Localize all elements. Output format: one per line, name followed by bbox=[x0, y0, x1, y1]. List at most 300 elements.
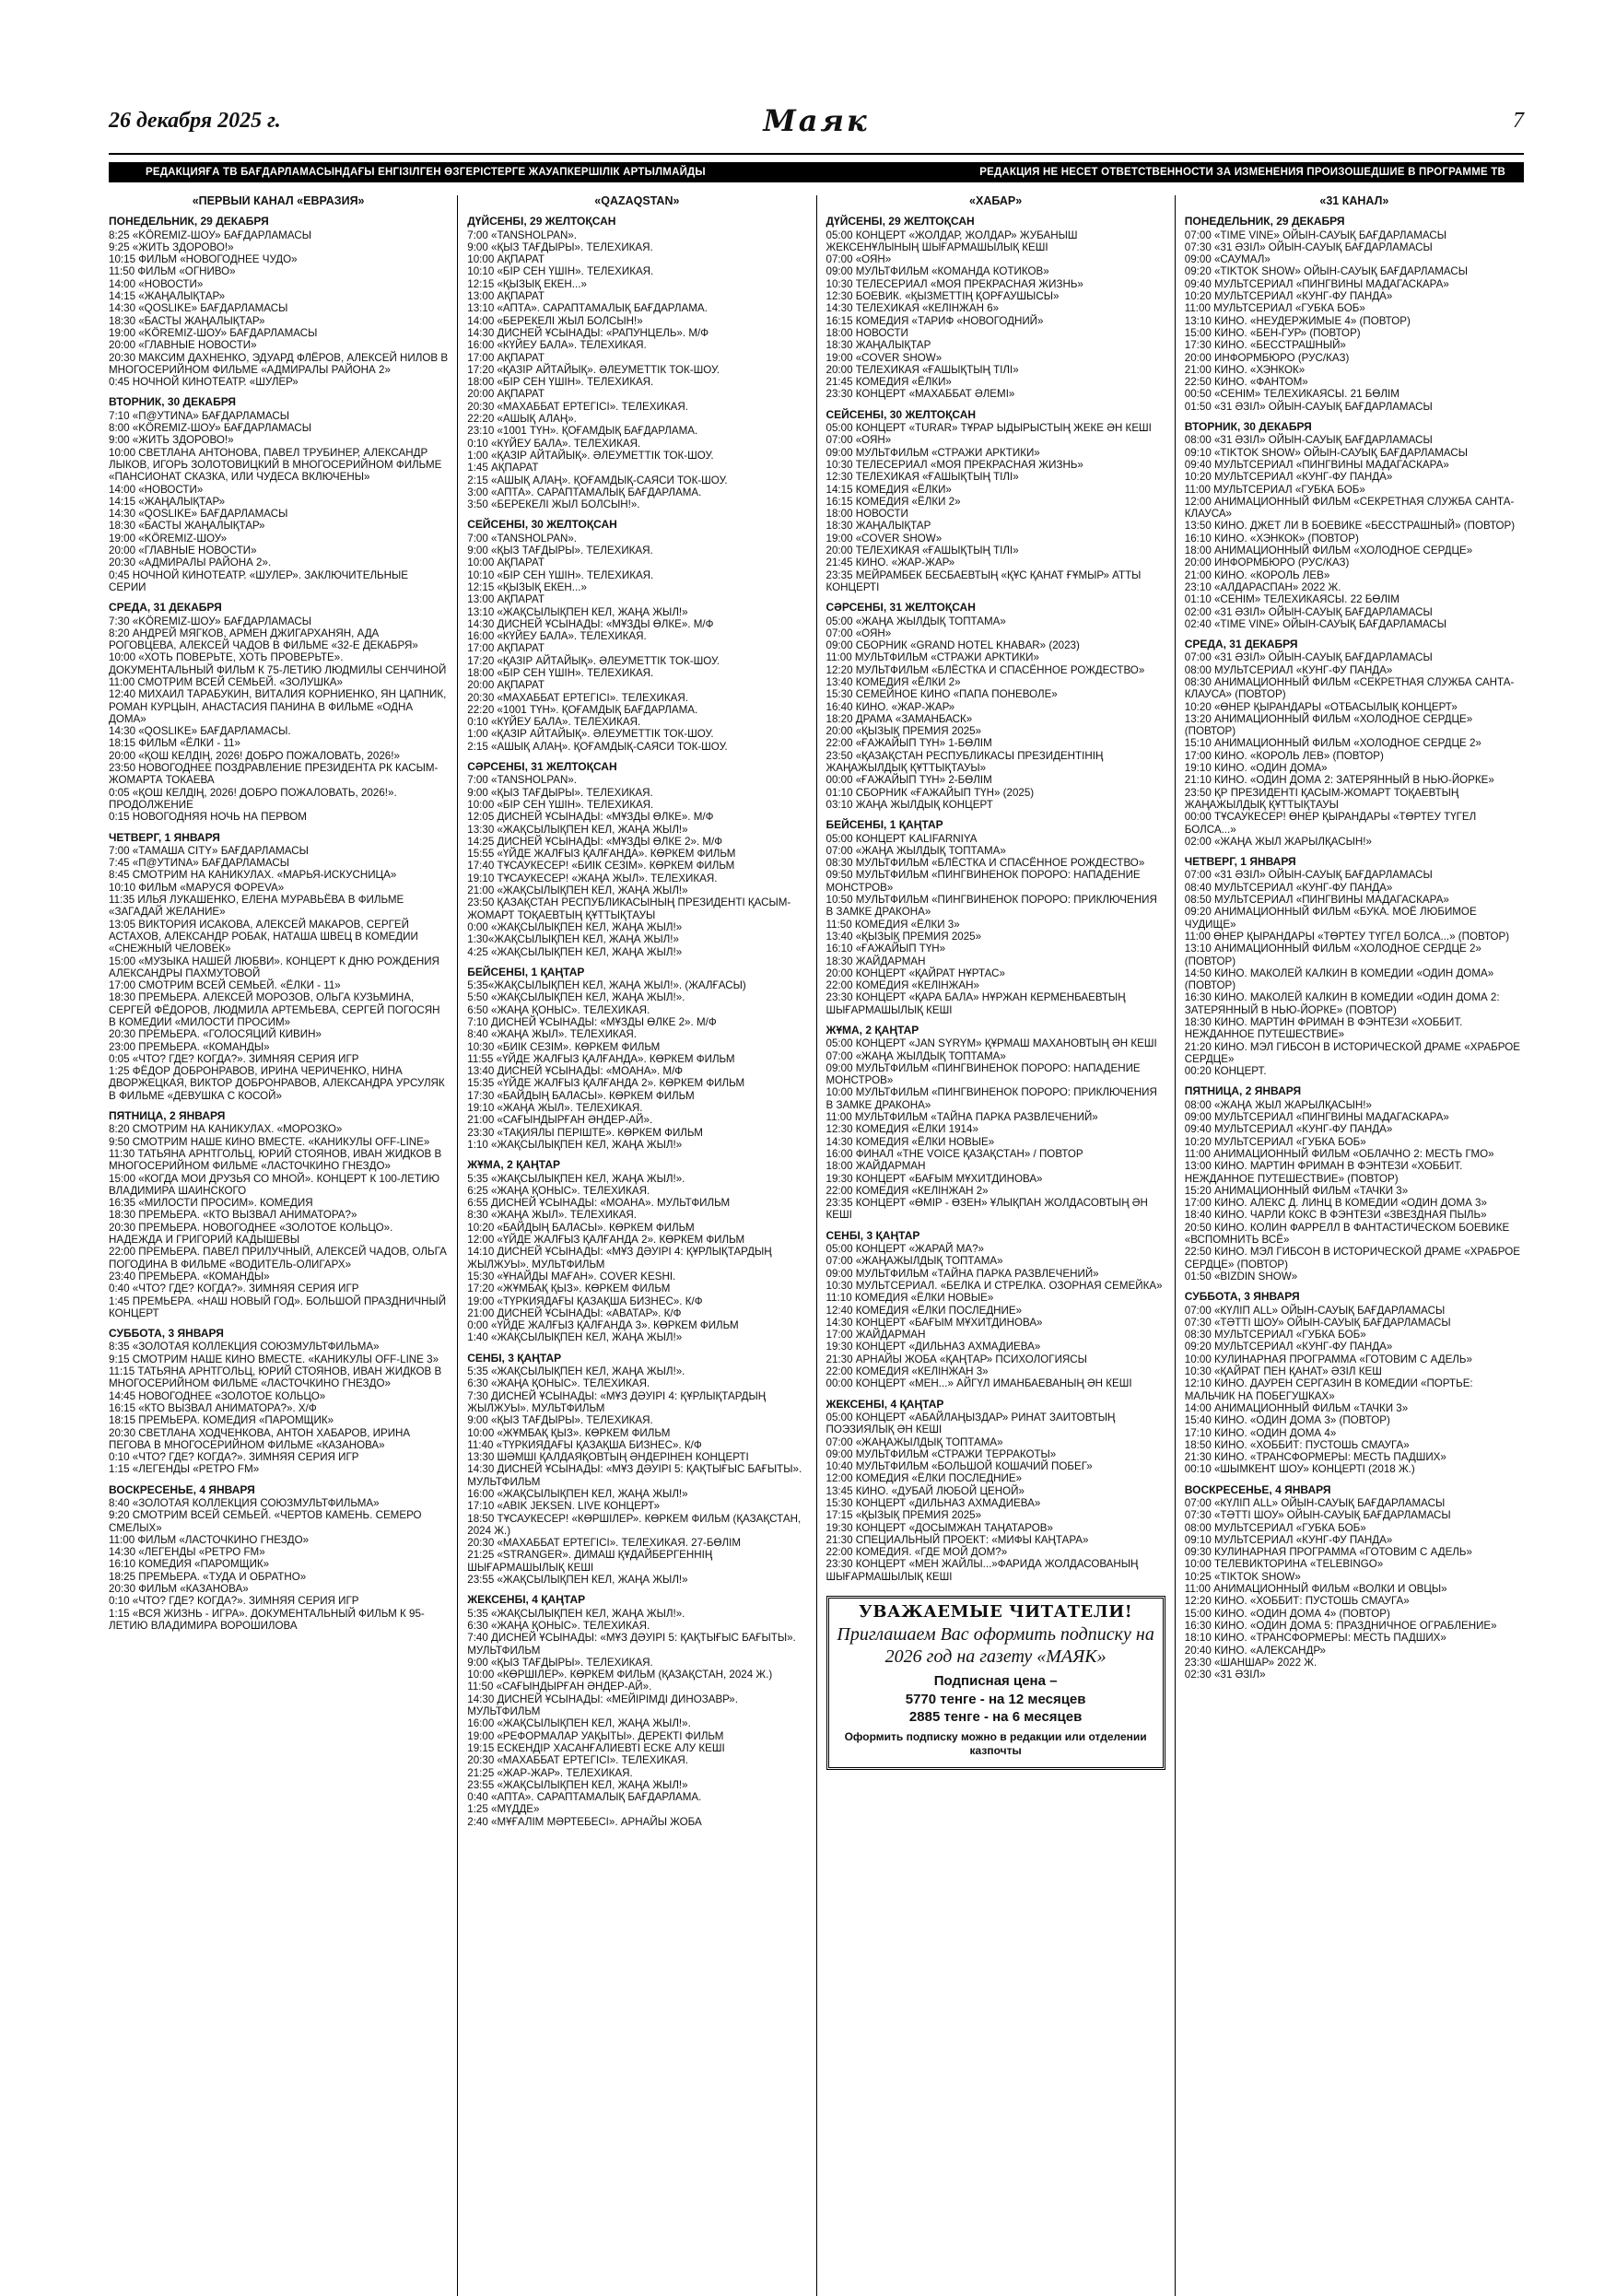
program-listing: 18:40 КИНО. ЧАРЛИ КОКС В ФЭНТЕЗИ «ЗВЕЗДНАЯ ПЫЛЬ» bbox=[1184, 1209, 1487, 1222]
program-listing: 20:00 ТЕЛЕХИКАЯ «ҒАШЫҚТЫҢ ТІЛІ» bbox=[826, 363, 1019, 376]
program-listing: 09:00 МУЛЬТФИЛЬМ «ПИНГВИНЕНОК ПОРОРО: НАПАДЕНИЕ МОНСТРОВ» bbox=[826, 1061, 1141, 1087]
program-listing: 18:00 ЖАЙДАРМАН bbox=[826, 1160, 926, 1173]
subscription-price-6: 2885 тенге - на 6 месяцев bbox=[908, 1708, 1083, 1725]
program-listing: 1:40 «ЖАҚСЫЛЫҚПЕН КЕЛ, ЖАҢА ЖЫЛ!» bbox=[467, 1331, 683, 1344]
program-listing: 10:00 АҚПАРАТ bbox=[467, 253, 545, 266]
program-listing: 15:30 «ҰНАЙДЫ МАҒАН». COVER KESHI. bbox=[467, 1270, 676, 1283]
program-listing: 7:00 «TANSHOLPAN». bbox=[467, 532, 578, 545]
program-listing: 11:10 КОМЕДИЯ «ЁЛКИ НОВЫЕ» bbox=[826, 1292, 994, 1305]
program-listing: 2:40 «МҰҒАЛІМ МӘРТЕБЕСІ». АРНАЙЫ ЖОБА bbox=[467, 1815, 702, 1828]
program-listing: 20:00 ИНФОРМБЮРО (РУС/КАЗ) bbox=[1184, 351, 1350, 364]
program-listing: 14:30 ТЕЛЕХИКАЯ «КЕЛІНЖАН 6» bbox=[826, 302, 1000, 315]
program-listing: 18:00 НОВОСТИ bbox=[826, 326, 908, 339]
program-listing: 23:00 ПРЕМЬЕРА. «КОМАНДЫ» bbox=[109, 1040, 270, 1053]
program-listing: 19:15 ЕСКЕНДІР ХАСАНҒАЛИЕВТІ ЕСКЕ АЛУ КЕШІ bbox=[467, 1741, 725, 1754]
program-listing: 14:30 КОМЕДИЯ «ЁЛКИ НОВЫЕ» bbox=[826, 1135, 995, 1148]
program-listing: 07:00 «КҮЛІП ALL» ОЙЫН-САУЫҚ БАҒДАРЛАМАСЫ bbox=[1184, 1304, 1446, 1317]
program-listing: 10:20 «БАЙДЫҢ БАЛАСЫ». КӨРКЕМ ФИЛЬМ bbox=[467, 1221, 695, 1234]
day-schedule bbox=[109, 396, 448, 593]
program-listing: 19:10 ТҰСАУКЕСЕР! «ЖАҢА ЖЫЛ». ТЕЛЕХИКАЯ. bbox=[467, 872, 718, 884]
program-listing: 17:00 АҚПАРАТ bbox=[467, 642, 545, 655]
program-listing: 8:20 АНДРЕЙ МЯГКОВ, АРМЕН ДЖИГАРХАНЯН, АДА РОГОВЦЕВА, АЛЕКСЕЙ ЧАДОВ В ФИЛЬМЕ «32-Е ДЕКАБРЯ» bbox=[109, 627, 418, 652]
program-listing: 14:30 «QOSLIKE» БАҒДАРЛАМАСЫ bbox=[109, 302, 288, 315]
program-listing: 7:10 «П@УТИNA» БАҒДАРЛАМАСЫ bbox=[109, 409, 290, 422]
program-listing: 23:40 ПРЕМЬЕРА. «КОМАНДЫ» bbox=[109, 1270, 270, 1283]
day-schedule bbox=[467, 216, 806, 510]
program-listing: 09:00 «САУМАЛ» bbox=[1184, 253, 1271, 266]
program-listing: 5:35 «ЖАҚСЫЛЫҚПЕН КЕЛ, ЖАҢА ЖЫЛ!». bbox=[467, 1365, 685, 1378]
program-listing: 18:20 ДРАМА «ЗАМАНБАСК» bbox=[826, 712, 973, 725]
program-listing: 18:30 «БАСТЫ ЖАҢАЛЫҚТАР» bbox=[109, 314, 265, 327]
program-listing: 22:00 КОМЕДИЯ «КЕЛІНЖАН» bbox=[826, 979, 979, 992]
day-schedule bbox=[467, 1594, 806, 1828]
program-listing: 05:00 КОНЦЕРТ «TURAR» ТҰРАР ЫДЫРЫСТЫҢ ЖЕКЕ ӘН КЕШІ bbox=[826, 422, 1152, 435]
program-listing: 18:15 ПРЕМЬЕРА. КОМЕДИЯ «ПАРОМЩИК» bbox=[109, 1414, 334, 1427]
program-listing: 07:00 «ЖАҢА ЖЫЛДЫҚ ТОПТАМА» bbox=[826, 1049, 1006, 1062]
program-listing: 11:30 ТАТЬЯНА АРНТГОЛЬЦ, ЮРИЙ СТОЯНОВ, ИВАН ЖИДКОВ В МНОГОСЕРИЙНОМ ФИЛЬМЕ «ЛАСТОЧКИНО ГНЕЗДО» bbox=[109, 1147, 442, 1173]
program-listing: 20:30 ПРЕМЬЕРА. НОВОГОДНЕЕ «ЗОЛОТОЕ КОЛЬЦО». НАДЕЖДА И ГРИГОРИЙ КАДЫШЕВЫ bbox=[109, 1221, 393, 1247]
program-listing: 1:00 «ҚАЗІР АЙТАЙЫҚ». ӘЛЕУМЕТТІК ТОК-ШОУ. bbox=[467, 449, 714, 462]
channel-name: «QAZAQSTAN» bbox=[594, 195, 680, 207]
program-listing: 07:30 «31 ӘЗІЛ» ОЙЫН-САУЫҚ БАҒДАРЛАМАСЫ bbox=[1184, 240, 1433, 253]
program-listing: 23:35 КОНЦЕРТ «ӨМІР - ӨЗЕН» ҰЛЫҚПАН ЖОЛДАСОВТЫҢ ӘН КЕШІ bbox=[826, 1197, 1148, 1222]
program-listing: 11:00 МУЛЬТФИЛЬМ «СТРАЖИ АРКТИКИ» bbox=[826, 651, 1039, 664]
program-listing: 20:30 ФИЛЬМ «КАЗАНОВА» bbox=[109, 1583, 249, 1596]
program-listing: 13:45 КИНО. «ДУБАЙ ЛЮБОЙ ЦЕНОЙ» bbox=[826, 1484, 1025, 1497]
program-listing: 01:50 «BIZDIN SHOW» bbox=[1184, 1270, 1298, 1283]
program-listing: 10:25 «TIKTOK SHOW» bbox=[1184, 1570, 1301, 1583]
program-listing: 5:35«ЖАҚСЫЛЫҚПЕН КЕЛ, ЖАҢА ЖЫЛ!». (ЖАЛҒАСЫ) bbox=[467, 979, 746, 992]
program-listing: 12:05 ДИСНЕЙ ҰСЫНАДЫ: «МҰЗДЫ ӨЛКЕ». М/Ф bbox=[467, 811, 714, 824]
program-listing: 21:25 «ЖАР-ЖАР». ТЕЛЕХИКАЯ. bbox=[467, 1766, 633, 1779]
program-listing: 20:30 ПРЕМЬЕРА. «ГОЛОСЯЦИЙ КИВИН» bbox=[109, 1028, 322, 1041]
program-listing: 11:00 СМОТРИМ ВСЕЙ СЕМЬЕЙ. «ЗОЛУШКА» bbox=[109, 675, 343, 688]
program-listing: 07:00 «31 ӘЗІЛ» ОЙЫН-САУЫҚ БАҒДАРЛАМАСЫ bbox=[1184, 869, 1433, 882]
program-listing: 10:00 «КӨРШІЛЕР». КӨРКЕМ ФИЛЬМ (ҚАЗАҚСТАН, 2024 Ж.) bbox=[467, 1669, 773, 1681]
program-listing: 18:25 ПРЕМЬЕРА. «ТУДА И ОБРАТНО» bbox=[109, 1570, 307, 1583]
program-listing: 07:00 «ОЯН» bbox=[826, 434, 892, 447]
program-listing: 16:15 КОМЕДИЯ «ЁЛКИ 2» bbox=[826, 495, 961, 508]
subscription-title: УВАЖАЕМЫЕ ЧИТАТЕЛИ! bbox=[859, 1602, 1133, 1622]
program-listing: 09:00 МУЛЬТФИЛЬМ «СТРАЖИ ТЕРРАКОТЫ» bbox=[826, 1447, 1057, 1460]
program-listing: 19:00 «РЕФОРМАЛАР УАҚЫТЫ». ДЕРЕКТІ ФИЛЬМ bbox=[467, 1729, 724, 1742]
program-listing: 23:55 «ЖАҚСЫЛЫҚПЕН КЕЛ, ЖАҢА ЖЫЛ!» bbox=[467, 1778, 688, 1791]
program-listing: 20:30 СВЕТЛАНА ХОДЧЕНКОВА, АНТОН ХАБАРОВ, ИРИНА ПЕГОВА В МНОГОСЕРИЙНОМ ФИЛЬМЕ «КАЗАНОВА» bbox=[109, 1426, 411, 1451]
day-schedule bbox=[109, 1110, 448, 1319]
program-listing: 7:00 «TANSHOLPAN». bbox=[467, 228, 578, 241]
program-listing: 9:20 СМОТРИМ ВСЕЙ СЕМЬЕЙ. «ЧЕРТОВ КАМЕНЬ. СЕМЕРО СМЕЛЫХ» bbox=[109, 1509, 422, 1534]
program-listing: 19:00 «KÖREMIZ-ШОУ» БАҒДАРЛАМАСЫ bbox=[109, 326, 318, 339]
program-listing: 6:25 «ЖАҢА ҚОНЫС». ТЕЛЕХИКАЯ. bbox=[467, 1184, 650, 1197]
program-listing: 11:50 КОМЕДИЯ «ЁЛКИ 3» bbox=[826, 918, 960, 931]
program-listing: 09:00 МУЛЬТФИЛЬМ «КОМАНДА КОТИКОВ» bbox=[826, 265, 1049, 278]
program-listing: 9:00 «ҚЫЗ ТАҒДЫРЫ». ТЕЛЕХИКАЯ. bbox=[467, 1656, 653, 1669]
channel-name: «ХАБАР» bbox=[969, 195, 1023, 207]
program-listing: 17:00 КИНО. «КОРОЛЬ ЛЕВ» (ПОВТОР) bbox=[1184, 749, 1384, 762]
program-listing: 02:00 «ЖАҢА ЖЫЛ ЖАРЫЛҚАСЫН!» bbox=[1184, 835, 1372, 848]
program-listing: 18:00 «БІР СЕН ҮШІН». ТЕЛЕХИКАЯ. bbox=[467, 376, 654, 389]
program-listing: 20:00 «ҚОШ КЕЛДІҢ, 2026! ДОБРО ПОЖАЛОВАТЬ, 2026!» bbox=[109, 749, 400, 762]
program-listing: 15:00 КИНО. «БЕН-ГУР» (ПОВТОР) bbox=[1184, 326, 1361, 339]
program-listing: 18:00 НОВОСТИ bbox=[826, 508, 908, 521]
program-listing: 19:10 «ЖАҢА ЖЫЛ». ТЕЛЕХИКАЯ. bbox=[467, 1102, 643, 1115]
program-listing: 10:00 «БІР СЕН ҮШІН». ТЕЛЕХИКАЯ. bbox=[467, 798, 654, 811]
day-schedule bbox=[826, 1399, 1165, 1583]
program-listing: 0:40 «ЧТО? ГДЕ? КОГДА?». ЗИМНЯЯ СЕРИЯ ИГР bbox=[109, 1283, 359, 1295]
page-number: 7 bbox=[1513, 109, 1524, 133]
day-title: ПОНЕДЕЛЬНИК, 29 ДЕКАБРЯ bbox=[1184, 215, 1345, 228]
program-listing: 22:00 ПРЕМЬЕРА. ПАВЕЛ ПРИЛУЧНЫЙ, АЛЕКСЕЙ ЧАДОВ, ОЛЬГА ПОГОДИНА В ФИЛЬМЕ «ВОДИТЕЛЬ-ОЛИГАРХ» bbox=[109, 1246, 447, 1271]
program-listing: 17:20 «ҚАЗІР АЙТАЙЫҚ». ӘЛЕУМЕТТІК ТОК-ШОУ. bbox=[467, 363, 720, 376]
program-listing: 22:00 «ҒАЖАЙЫП ТҮН» 1-БӨЛІМ bbox=[826, 737, 992, 750]
program-listing: 0:45 НОЧНОЙ КИНОТЕАТР. «ШУЛЕР» bbox=[109, 376, 299, 389]
day-schedule bbox=[467, 519, 806, 753]
program-listing: 0:40 «АПТА». САРАПТАМАЛЫҚ БАҒДАРЛАМА. bbox=[467, 1791, 702, 1804]
program-listing: 16:35 «МИЛОСТИ ПРОСИМ». КОМЕДИЯ bbox=[109, 1197, 313, 1210]
program-listing: 09:10 «TIKTOK SHOW» ОЙЫН-САУЫҚ БАҒДАРЛАМАСЫ bbox=[1184, 446, 1468, 459]
day-title: ВТОРНИК, 30 ДЕКАБРЯ bbox=[109, 395, 237, 409]
program-listing: 00:20 КОНЦЕРТ. bbox=[1184, 1065, 1267, 1078]
program-listing: 20:00 АҚПАРАТ bbox=[467, 679, 545, 692]
program-listing: 10:20 МУЛЬТСЕРИАЛ «ГУБКА БОБ» bbox=[1184, 1135, 1366, 1148]
program-listing: 1:25 ФЁДОР ДОБРОНРАВОВ, ИРИНА ЧЕРИЧЕНКО, НИНА ДВОРЖЕЦКАЯ, ВИКТОР ДОБРОНРАВОВ, АЛЕКСАНДРА УРСУЛЯК В ФИЛЬМЕ «ДЕВУШКА С КОСОЙ» bbox=[109, 1065, 445, 1102]
program-listing: 18:30 ЖАҢАЛЫҚТАР bbox=[826, 520, 931, 533]
program-listing: 17:20 «ҚАЗІР АЙТАЙЫҚ». ӘЛЕУМЕТТІК ТОК-ШОУ. bbox=[467, 654, 720, 667]
program-listing: 13:20 АНИМАЦИОННЫЙ ФИЛЬМ «ХОЛОДНОЕ СЕРДЦЕ» (ПОВТОР) bbox=[1184, 712, 1473, 738]
program-listing: 22:50 КИНО. «ФАНТОМ» bbox=[1184, 376, 1308, 389]
program-listing: 10:10 ФИЛЬМ «МАРУСЯ ФОРЕVA» bbox=[109, 881, 285, 894]
program-listing: 10:10 «БІР СЕН ҮШІН». ТЕЛЕХИКАЯ. bbox=[467, 265, 654, 278]
program-listing: 11:00 ӨНЕР ҚЫРАНДАРЫ «ТӨРТЕУ ТҮГЕЛ БОЛСА...» (ПОВТОР) bbox=[1184, 930, 1510, 943]
program-listing: 20:30 «МАХАББАТ ЕРТЕГІСІ». ТЕЛЕХИКАЯ. bbox=[467, 691, 688, 704]
program-listing: 14:10 ДИСНЕЙ ҰСЫНАДЫ: «МҰЗ ДӘУІРІ 4: ҚҰРЛЫҚТАРДЫҢ ЖЫЛЖУЫ». МУЛЬТФИЛЬМ bbox=[467, 1246, 772, 1271]
program-listing: 20:40 КИНО. «АЛЕКСАНДР» bbox=[1184, 1644, 1326, 1657]
program-listing: 05:00 «ЖАҢА ЖЫЛДЫҚ ТОПТАМА» bbox=[826, 615, 1006, 627]
day-title: ЖЕКСЕНБІ, 4 ҚАҢТАР bbox=[467, 1593, 586, 1607]
program-listing: 09:10 МУЛЬТСЕРИАЛ «КУНГ-ФУ ПАНДА» bbox=[1184, 1533, 1393, 1546]
program-listing: 20:00 ТЕЛЕХИКАЯ «ҒАШЫҚТЫҢ ТІЛІ» bbox=[826, 545, 1019, 557]
program-listing: 0:10 «ЧТО? ГДЕ? КОГДА?». ЗИМНЯЯ СЕРИЯ ИГР bbox=[109, 1595, 359, 1608]
program-listing: 23:30 КОНЦЕРТ «ҚАРА БАЛА» НҰРЖАН КЕРМЕНБАЕВТЫҢ ШЫҒАРМАШЫЛЫҚ КЕШІ bbox=[826, 991, 1126, 1016]
program-listing: 12:00 «ҮЙДЕ ЖАЛҒЫЗ ҚАЛҒАНДА 2». КӨРКЕМ ФИЛЬМ bbox=[467, 1234, 745, 1247]
program-listing: 16:00 «ЖАҚСЫЛЫҚПЕН КЕЛ, ЖАҢА ЖЫЛ!». bbox=[467, 1717, 691, 1730]
program-listing: 08:00 МУЛЬТСЕРИАЛ «ГУБКА БОБ» bbox=[1184, 1521, 1366, 1534]
program-listing: 13:40 ДИСНЕЙ ҰСЫНАДЫ: «МОАНА». М/Ф bbox=[467, 1065, 684, 1078]
program-listing: 07:30 «ТӘТТІ ШОУ» ОЙЫН-САУЫҚ БАҒДАРЛАМАСЫ bbox=[1184, 1509, 1451, 1522]
program-listing: 9:00 «ҚЫЗ ТАҒДЫРЫ». ТЕЛЕХИКАЯ. bbox=[467, 786, 653, 799]
day-title: СЕЙСЕНБІ, 30 ЖЕЛТОҚСАН bbox=[826, 407, 977, 421]
program-listing: 12:30 БОЕВИК. «ҚЫЗМЕТТІҢ ҚОРҒАУШЫСЫ» bbox=[826, 290, 1060, 303]
program-listing: 0:00 «ЖАҚСЫЛЫҚПЕН КЕЛ, ЖАҢА ЖЫЛ!» bbox=[467, 920, 683, 933]
program-listing: 23:30 «ШАНШАР» 2022 Ж. bbox=[1184, 1656, 1317, 1669]
subscription-ad bbox=[826, 1596, 1165, 1770]
program-listing: 07:00 «ОЯН» bbox=[826, 253, 892, 266]
program-listing: 17:00 КИНО. АЛЕКС Д. ЛИНЦ В КОМЕДИИ «ОДИН ДОМА 3» bbox=[1184, 1197, 1487, 1210]
program-listing: 23:30 КОНЦЕРТ «МАХАББАТ ӘЛЕМІ» bbox=[826, 388, 1015, 401]
program-listing: 08:00 «ЖАҢА ЖЫЛ ЖАРЫЛҚАСЫН!» bbox=[1184, 1098, 1372, 1111]
program-listing: 16:40 КИНО. «ЖАР-ЖАР» bbox=[826, 700, 955, 713]
program-listing: 21:20 КИНО. МЭЛ ГИБСОН В ИСТОРИЧЕСКОЙ ДРАМЕ «ХРАБРОЕ СЕРДЦЕ» bbox=[1184, 1040, 1520, 1065]
program-listing: 14:30 ДИСНЕЙ ҰСЫНАДЫ: «МЕЙІРІМДІ ДИНОЗАВР». МУЛЬТФИЛЬМ bbox=[467, 1693, 738, 1718]
program-listing: 0:10 «КҮЙЕУ БАЛА». ТЕЛЕХИКАЯ. bbox=[467, 716, 641, 729]
program-listing: 14:30 «QOSLIKE» БАҒДАРЛАМАСЫ bbox=[109, 508, 288, 521]
program-listing: 13:30 «ЖАҚСЫЛЫҚПЕН КЕЛ, ЖАҢА ЖЫЛ!» bbox=[467, 823, 688, 836]
day-title: ЧЕТВЕРГ, 1 ЯНВАРЯ bbox=[109, 830, 220, 844]
program-listing: 00:10 «ШЫМКЕНТ ШОУ» КОНЦЕРТІ (2018 Ж.) bbox=[1184, 1463, 1415, 1476]
program-listing: 21:30 АРНАЙЫ ЖОБА «ҚАҢТАР» ПСИХОЛОГИЯСЫ bbox=[826, 1353, 1087, 1365]
program-listing: 20:00 АҚПАРАТ bbox=[467, 388, 545, 401]
program-listing: 14:30 ДИСНЕЙ ҰСЫНАДЫ: «МҰЗ ДӘУІРІ 5: ҚАҚТЫҒЫС БАҒЫТЫ». МУЛЬТФИЛЬМ bbox=[467, 1463, 802, 1488]
program-listing: 19:30 КОНЦЕРТ «ДОСЫМЖАН ТАҢАТАРОВ» bbox=[826, 1521, 1053, 1534]
program-listing: 7:45 «П@УТИNA» БАҒДАРЛАМАСЫ bbox=[109, 857, 290, 870]
program-listing: 20:50 КИНО. КОЛИН ФАРРЕЛЛ В ФАНТАСТИЧЕСКОМ БОЕВИКЕ «ВСПОМНИТЬ ВСЁ» bbox=[1184, 1221, 1510, 1247]
program-listing: 0:05 «ҚОШ КЕЛДІҢ, 2026! ДОБРО ПОЖАЛОВАТЬ, 2026!». ПРОДОЛЖЕНИЕ bbox=[109, 786, 397, 811]
program-listing: 08:30 АНИМАЦИОННЫЙ ФИЛЬМ «СЕКРЕТНАЯ СЛУЖБА САНТА-КЛАУСА» (ПОВТОР) bbox=[1184, 675, 1515, 701]
program-listing: 09:50 МУЛЬТФИЛЬМ «ПИНГВИНЕНОК ПОРОРО: НАПАДЕНИЕ МОНСТРОВ» bbox=[826, 869, 1141, 894]
program-listing: 20:30 «АДМИРАЛЫ РАЙОНА 2». bbox=[109, 556, 272, 569]
program-listing: 1:45 АҚПАРАТ bbox=[467, 462, 539, 474]
program-listing: 7:00 «ТАМАША CITY» БАҒДАРЛАМАСЫ bbox=[109, 844, 309, 857]
program-listing: 1:00 «ҚАЗІР АЙТАЙЫҚ». ӘЛЕУМЕТТІК ТОК-ШОУ. bbox=[467, 728, 714, 741]
day-title: ЧЕТВЕРГ, 1 ЯНВАРЯ bbox=[1184, 855, 1296, 869]
program-listing: 16:00 ФИНАЛ «THE VOICE ҚАЗАҚСТАН» / ПОВТОР bbox=[826, 1147, 1083, 1160]
day-title: СУББОТА, 3 ЯНВАРЯ bbox=[109, 1327, 224, 1341]
program-listing: 0:10 «ЧТО? ГДЕ? КОГДА?». ЗИМНЯЯ СЕРИЯ ИГР bbox=[109, 1451, 359, 1464]
program-listing: 11:50 ФИЛЬМ «ОГНИВО» bbox=[109, 265, 236, 278]
program-listing: 9:00 «ҚЫЗ ТАҒДЫРЫ». ТЕЛЕХИКАЯ. bbox=[467, 240, 653, 253]
day-schedule bbox=[826, 819, 1165, 1016]
program-listing: 11:00 АНИМАЦИОННЫЙ ФИЛЬМ «ВОЛКИ И ОВЦЫ» bbox=[1184, 1583, 1447, 1596]
program-listing: 10:15 ФИЛЬМ «НОВОГОДНЕЕ ЧУДО» bbox=[109, 253, 298, 266]
program-listing: 09:00 МУЛЬТФИЛЬМ «ТАЙНА ПАРКА РАЗВЛЕЧЕНИЙ» bbox=[826, 1267, 1099, 1280]
program-listing: 1:15 «ЛЕГЕНДЫ «РЕТРО FM» bbox=[109, 1463, 260, 1476]
program-listing: 17:10 КИНО. «ОДИН ДОМА 4» bbox=[1184, 1426, 1337, 1439]
program-listing: 1:10 «ЖАҚСЫЛЫҚПЕН КЕЛ, ЖАҢА ЖЫЛ!» bbox=[467, 1138, 683, 1151]
day-title: СУББОТА, 3 ЯНВАРЯ bbox=[1184, 1290, 1300, 1304]
program-listing: 13:40 «ҚЫЗЫҚ ПРЕМИЯ 2025» bbox=[826, 930, 982, 943]
program-listing: 20:30 МАКСИМ ДАХНЕНКО, ЭДУАРД ФЛЁРОВ, АЛЕКСЕЙ НИЛОВ В МНОГОСЕРИЙНОМ ФИЛЬМЕ «АДМИРАЛЫ РАЙОНА 2» bbox=[109, 351, 449, 376]
program-listing: 12:10 КИНО. ДАУРЕН СЕРГАЗИН В КОМЕДИИ «ПОРТЬЕ: МАЛЬЧИК НА ПОБЕГУШКАХ» bbox=[1184, 1377, 1473, 1402]
program-listing: 23:30 «ТАҚИЯЛЫ ПЕРІШТЕ». КӨРКЕМ ФИЛЬМ bbox=[467, 1126, 703, 1139]
program-listing: 01:10 СБОРНИК «ҒАЖАЙЫП ТҮН» (2025) bbox=[826, 786, 1035, 799]
subscription-note: Оформить подписку можно в редакции или отделении казпочты bbox=[844, 1730, 1147, 1758]
program-listing: 6:50 «ЖАҢА ҚОНЫС». ТЕЛЕХИКАЯ. bbox=[467, 1003, 650, 1016]
program-listing: 09:30 КУЛИНАРНАЯ ПРОГРАММА «ГОТОВИМ С АДЕЛЬ» bbox=[1184, 1546, 1472, 1559]
day-schedule bbox=[826, 1025, 1165, 1222]
day-schedule bbox=[826, 216, 1165, 400]
program-listing: 15:00 «МУЗЫКА НАШЕЙ ЛЮБВИ». КОНЦЕРТ К ДНЮ РОЖДЕНИЯ АЛЕКСАНДРЫ ПАХМУТОВОЙ bbox=[109, 955, 439, 979]
day-title: ВОСКРЕСЕНЬЕ, 4 ЯНВАРЯ bbox=[1184, 1482, 1331, 1496]
program-listing: 18:30 ПРЕМЬЕРА. «КТО ВЫЗВАЛ АНИМАТОРА?» bbox=[109, 1209, 357, 1222]
day-title: ВОСКРЕСЕНЬЕ, 4 ЯНВАРЯ bbox=[109, 1482, 255, 1496]
program-listing: 20:00 «ГЛАВНЫЕ НОВОСТИ» bbox=[109, 545, 257, 557]
program-listing: 16:10 КИНО. «ХЭНКОК» (ПОВТОР) bbox=[1184, 532, 1359, 545]
subscription-price-label: Подписная цена – bbox=[933, 1673, 1058, 1690]
program-listing: 21:45 КОМЕДИЯ «ЁЛКИ» bbox=[826, 376, 952, 389]
program-listing: 23:50 «ҚАЗАҚСТАН РЕСПУБЛИКАСЫ ПРЕЗИДЕНТІНІҢ ЖАҢАЖЫЛДЫҚ ҚҰТТЫҚТАУЫ» bbox=[826, 749, 1104, 775]
program-listing: 09:00 МУЛЬТФИЛЬМ «СТРАЖИ АРКТИКИ» bbox=[826, 446, 1040, 459]
program-listing: 16:00 «КҮЙЕУ БАЛА». ТЕЛЕХИКАЯ. bbox=[467, 630, 647, 643]
day-title: СРЕДА, 31 ДЕКАБРЯ bbox=[109, 601, 222, 615]
day-title: ПОНЕДЕЛЬНИК, 29 ДЕКАБРЯ bbox=[109, 215, 269, 228]
program-listing: 09:40 МУЛЬТСЕРИАЛ «ПИНГВИНЫ МАДАГАСКАРА» bbox=[1184, 277, 1449, 290]
program-listing: 07:00 «ОЯН» bbox=[826, 627, 892, 639]
program-listing: 09:40 МУЛЬТСЕРИАЛ «ПИНГВИНЫ МАДАГАСКАРА» bbox=[1184, 458, 1449, 471]
program-listing: 12:40 МИХАИЛ ТАРАБУКИН, ВИТАЛИЯ КОРНИЕНКО, ЯН ЦАПНИК, РОМАН КУРЦЫН, АНАСТАСИЯ ПАНИНА В ФИЛЬМЕ «ОДНА ДОМА» bbox=[109, 688, 447, 725]
program-listing: 4:25 «ЖАҚСЫЛЫҚПЕН КЕЛ, ЖАҢА ЖЫЛ!» bbox=[467, 945, 683, 958]
program-listing: 14:15 «ЖАҢАЛЫҚТАР» bbox=[109, 495, 226, 508]
program-listing: 16:00 «ЖАҚСЫЛЫҚПЕН КЕЛ, ЖАҢА ЖЫЛ!» bbox=[467, 1487, 688, 1500]
program-listing: 22:00 КОМЕДИЯ «КЕЛІНЖАН 2» bbox=[826, 1184, 989, 1197]
day-title: СӘРСЕНБІ, 31 ЖЕЛТОҚСАН bbox=[467, 760, 617, 774]
day-schedule bbox=[109, 216, 448, 388]
channel-name: «31 КАНАЛ» bbox=[1319, 195, 1389, 207]
program-listing: 7:40 ДИСНЕЙ ҰСЫНАДЫ: «МҰЗ ДӘУІРІ 5: ҚАҚТЫҒЫС БАҒЫТЫ». МУЛЬТФИЛЬМ bbox=[467, 1632, 796, 1657]
program-listing: 18:15 ФИЛЬМ «ЁЛКИ - 11» bbox=[109, 737, 240, 750]
program-listing: 12:00 КОМЕДИЯ «ЁЛКИ ПОСЛЕДНИЕ» bbox=[826, 1472, 1023, 1485]
program-listing: 21:00 КИНО. «ХЭНКОК» bbox=[1184, 363, 1306, 376]
day-schedule bbox=[1185, 1291, 1524, 1475]
day-schedule bbox=[109, 832, 448, 1103]
program-listing: 07:00 «ЖАҢАЖЫЛДЫҚ ТОПТАМА» bbox=[826, 1435, 1003, 1448]
program-listing: 18:30 ЖАҢАЛЫҚТАР bbox=[826, 339, 931, 352]
program-listing: 10:10 «БІР СЕН ҮШІН». ТЕЛЕХИКАЯ. bbox=[467, 568, 654, 581]
program-listing: 14:00 АНИМАЦИОННЫЙ ФИЛЬМ «ТАЧКИ 3» bbox=[1184, 1401, 1409, 1414]
program-listing: 15:40 КИНО. «ОДИН ДОМА 3» (ПОВТОР) bbox=[1184, 1414, 1390, 1427]
program-listing: 1:25 «МҮДДЕ» bbox=[467, 1803, 540, 1816]
program-listing: 16:15 «КТО ВЫЗВАЛ АНИМАТОРА?». Х/Ф bbox=[109, 1401, 317, 1414]
program-listing: 14:50 КИНО. МАКОЛЕЙ КАЛКИН В КОМЕДИИ «ОДИН ДОМА» (ПОВТОР) bbox=[1184, 966, 1494, 992]
program-listing: 23:55 «ЖАҚСЫЛЫҚПЕН КЕЛ, ЖАҢА ЖЫЛ!» bbox=[467, 1574, 688, 1587]
program-listing: 05:00 КОНЦЕРТ «АБАЙЛАҢЫЗДАР» РИНАТ ЗАИТОВТЫҢ ПОЭЗИЯЛЫҚ ӘН КЕШІ bbox=[826, 1411, 1116, 1436]
program-listing: 22:00 КОМЕДИЯ «КЕЛІНЖАН 3» bbox=[826, 1365, 989, 1378]
program-listing: 07:00 «ЖАҢАЖЫЛДЫҚ ТОПТАМА» bbox=[826, 1255, 1003, 1268]
program-listing: 10:00 КУЛИНАРНАЯ ПРОГРАММА «ГОТОВИМ С АДЕЛЬ» bbox=[1184, 1353, 1472, 1365]
program-listing: 14:30 ДИСНЕЙ ҰСЫНАДЫ: «РАПУНЦЕЛЬ». М/Ф bbox=[467, 326, 709, 339]
channel-name: «ПЕРВЫЙ КАНАЛ «ЕВРАЗИЯ» bbox=[192, 195, 365, 207]
program-listing: 13:00 АҚПАРАТ bbox=[467, 290, 545, 303]
program-listing: 8:30 «ЖАҢА ЖЫЛ». ТЕЛЕХИКАЯ. bbox=[467, 1209, 638, 1222]
program-listing: 3:00 «АПТА». САРАПТАМАЛЫҚ БАҒДАРЛАМА. bbox=[467, 486, 702, 498]
program-listing: 12:00 АНИМАЦИОННЫЙ ФИЛЬМ «СЕКРЕТНАЯ СЛУЖБА САНТА-КЛАУСА» bbox=[1184, 495, 1515, 521]
program-listing: 13:10 «АПТА». САРАПТАМАЛЫҚ БАҒДАРЛАМА. bbox=[467, 302, 708, 315]
program-listing: 10:00 «ЖҰМБАҚ ҚЫЗ». КӨРКЕМ ФИЛЬМ bbox=[467, 1426, 671, 1439]
program-listing: 18:50 КИНО. «ХОББИТ: ПУСТОШЬ СМАУГА» bbox=[1184, 1438, 1410, 1451]
day-title: СЕНБІ, 3 ҚАҢТАР bbox=[467, 1351, 562, 1365]
channel-column bbox=[457, 195, 815, 2296]
program-listing: 17:30 «БАЙДЫҢ БАЛАСЫ». КӨРКЕМ ФИЛЬМ bbox=[467, 1089, 695, 1102]
program-listing: 10:00 ТЕЛЕВИКТОРИНА «TELEBINGO» bbox=[1184, 1558, 1384, 1571]
program-listing: 16:15 КОМЕДИЯ «ТАРИФ «НОВОГОДНИЙ» bbox=[826, 314, 1044, 327]
day-schedule bbox=[826, 602, 1165, 811]
program-listing: 8:40 «ЗОЛОТАЯ КОЛЛЕКЦИЯ СОЮЗМУЛЬТФИЛЬМА» bbox=[109, 1496, 380, 1509]
program-listing: 15:35 «ҮЙДЕ ЖАЛҒЫЗ ҚАЛҒАНДА 2». КӨРКЕМ ФИЛЬМ bbox=[467, 1077, 745, 1090]
program-listing: 22:50 КИНО. МЭЛ ГИБСОН В ИСТОРИЧЕСКОЙ ДРАМЕ «ХРАБРОЕ СЕРДЦЕ» (ПОВТОР) bbox=[1184, 1246, 1520, 1271]
day-title: БЕЙСЕНБІ, 1 ҚАҢТАР bbox=[467, 965, 585, 978]
masthead bbox=[109, 103, 1524, 153]
program-listing: 12:15 «ҚЫЗЫҚ ЕКЕН...» bbox=[467, 277, 587, 290]
program-listing: 13:50 КИНО. ДЖЕТ ЛИ В БОЕВИКЕ «БЕССТРАШНЫЙ» (ПОВТОР) bbox=[1184, 520, 1516, 533]
program-listing: 08:00 МУЛЬТСЕРИАЛ «КУНГ-ФУ ПАНДА» bbox=[1184, 663, 1393, 676]
program-listing: 14:00 «БЕРЕКЕЛІ ЖЫЛ БОЛСЫН!» bbox=[467, 314, 643, 327]
program-listing: 9:15 СМОТРИМ НАШЕ КИНО ВМЕСТЕ. «КАНИКУЛЫ OFF-LINE 3» bbox=[109, 1353, 439, 1365]
program-listing: 18:30 ЖАЙДАРМАН bbox=[826, 955, 926, 967]
issue-date: 26 декабря 2025 г. bbox=[109, 109, 281, 133]
program-listing: 8:35 «ЗОЛОТАЯ КОЛЛЕКЦИЯ СОЮЗМУЛЬТФИЛЬМА» bbox=[109, 1341, 380, 1353]
program-listing: 5:35 «ЖАҚСЫЛЫҚПЕН КЕЛ, ЖАҢА ЖЫЛ!». bbox=[467, 1607, 685, 1620]
program-listing: 17:30 КИНО. «БЕССТРАШНЫЙ» bbox=[1184, 339, 1346, 352]
day-title: ЖҰМА, 2 ҚАҢТАР bbox=[467, 1158, 561, 1172]
program-listing: 20:30 «МАХАББАТ ЕРТЕГІСІ». ТЕЛЕХИКАЯ. 27-БӨЛІМ bbox=[467, 1537, 742, 1550]
program-listing: 14:30 «QOSLIKE» БАҒДАРЛАМАСЫ. bbox=[109, 725, 291, 738]
day-schedule bbox=[1185, 1484, 1524, 1681]
program-listing: 05:00 КОНЦЕРТ «ЖОЛДАР, ЖОЛДАР» ЖУБАНЫШ ЖЕКСЕНҰЛЫНЫҢ ШЫҒАРМАШЫЛЫҚ КЕШІ bbox=[826, 228, 1078, 253]
program-listing: 09:20 АНИМАЦИОННЫЙ ФИЛЬМ «БУКА. МОЁ ЛЮБИМОЕ ЧУДИЩЕ» bbox=[1184, 906, 1477, 931]
program-listing: 0:10 «КҮЙЕУ БАЛА». ТЕЛЕХИКАЯ. bbox=[467, 437, 641, 450]
program-listing: 14:00 «НОВОСТИ» bbox=[109, 277, 204, 290]
program-listing: 22:20 «АШЫҚ АЛАҢ». bbox=[467, 413, 577, 426]
day-schedule bbox=[826, 1230, 1165, 1390]
program-listing: 20:00 «ҚЫЗЫҚ ПРЕМИЯ 2025» bbox=[826, 725, 982, 738]
program-listing: 0:05 «ЧТО? ГДЕ? КОГДА?». ЗИМНЯЯ СЕРИЯ ИГР bbox=[109, 1052, 359, 1065]
program-listing: 05:00 КОНЦЕРТ «JAN SYRYM» ҚҰРМАШ МАХАНОВТЫҢ ӘН КЕШІ bbox=[826, 1037, 1157, 1050]
program-listing: 21:00 «САҒЫНДЫРҒАН ӘНДЕР-АЙ». bbox=[467, 1114, 653, 1127]
program-listing: 17:10 «ABIK JEKSEN. LIVE КОНЦЕРТ» bbox=[467, 1500, 661, 1513]
program-listing: 6:30 «ЖАҢА ҚОНЫС». ТЕЛЕХИКАЯ. bbox=[467, 1377, 650, 1390]
program-listing: 15:00 КИНО. «ОДИН ДОМА 4» (ПОВТОР) bbox=[1184, 1607, 1390, 1620]
program-listing: 5:50 «ЖАҚСЫЛЫҚПЕН КЕЛ, ЖАҢА ЖЫЛ!». bbox=[467, 991, 685, 1004]
program-listing: 11:00 ФИЛЬМ «ЛАСТОЧКИНО ГНЕЗДО» bbox=[109, 1533, 310, 1546]
program-listing: 00:00 КОНЦЕРТ «МЕН...» АЙГҮЛ ИМАНБАЕВАНЫҢ ӘН КЕШІ bbox=[826, 1377, 1132, 1390]
program-listing: 9:00 «ҚЫЗ ТАҒДЫРЫ». ТЕЛЕХИКАЯ. bbox=[467, 545, 653, 557]
program-listing: 13:10 «ЖАҚСЫЛЫҚПЕН КЕЛ, ЖАҢА ЖЫЛ!» bbox=[467, 605, 688, 618]
program-listing: 9:50 СМОТРИМ НАШЕ КИНО ВМЕСТЕ. «КАНИКУЛЫ OFF-LINE» bbox=[109, 1135, 430, 1148]
program-listing: 08:00 «31 ӘЗІЛ» ОЙЫН-САУЫҚ БАҒДАРЛАМАСЫ bbox=[1184, 434, 1433, 447]
day-title: ДҮЙСЕНБІ, 29 ЖЕЛТОҚСАН bbox=[467, 215, 616, 228]
program-listing: 00:00 «ҒАЖАЙЫП ТҮН» 2-БӨЛІМ bbox=[826, 774, 992, 787]
program-listing: 09:20 МУЛЬТСЕРИАЛ «КУНГ-ФУ ПАНДА» bbox=[1184, 1341, 1393, 1353]
program-listing: 23:35 МЕЙРАМБЕК БЕСБАЕВТЫҢ «ҚҰС ҚАНАТ ҒҰМЫР» АТТЫ КОНЦЕРТІ bbox=[826, 568, 1142, 593]
program-listing: 17:00 ЖАЙДАРМАН bbox=[826, 1329, 926, 1341]
program-listing: 13:30 ШӘМШІ ҚАЛДАЯҚОВТЫҢ ӘНДЕРІНЕН КОНЦЕРТІ bbox=[467, 1451, 749, 1464]
program-listing: 21:30 КИНО. «ТРАНСФОРМЕРЫ: МЕСТЬ ПАДШИХ» bbox=[1184, 1451, 1446, 1464]
program-listing: 13:00 КИНО. МАРТИН ФРИМАН В ФЭНТЕЗИ «ХОББИТ. НЕЖДАННОЕ ПУТЕШЕСТВИЕ» (ПОВТОР) bbox=[1184, 1160, 1463, 1185]
program-listing: 3:50 «БЕРЕКЕЛІ ЖЫЛ БОЛСЫН!». bbox=[467, 498, 640, 511]
header-rule bbox=[109, 153, 1524, 155]
program-listing: 05:00 КОНЦЕРТ KALIFARNIYA bbox=[826, 832, 978, 845]
day-schedule bbox=[109, 1328, 448, 1476]
tv-schedule-columns bbox=[109, 195, 1524, 2296]
program-listing: 11:55 «ҮЙДЕ ЖАЛҒЫЗ ҚАЛҒАНДА». КӨРКЕМ ФИЛЬМ bbox=[467, 1052, 735, 1065]
program-listing: 02:40 «TIME VINE» ОЙЫН-САУЫҚ БАҒДАРЛАМАСЫ bbox=[1184, 617, 1447, 630]
program-listing: 09:00 МУЛЬТСЕРИАЛ «ПИНГВИНЫ МАДАГАСКАРА» bbox=[1184, 1111, 1449, 1124]
program-listing: 08:30 МУЛЬТФИЛЬМ «БЛЁСТКА И СПАСЁННОЕ РОЖДЕСТВО» bbox=[826, 857, 1145, 870]
program-listing: 17:15 «ҚЫЗЫҚ ПРЕМИЯ 2025» bbox=[826, 1509, 982, 1522]
program-listing: 07:00 «TIME VINE» ОЙЫН-САУЫҚ БАҒДАРЛАМАСЫ bbox=[1184, 228, 1447, 241]
program-listing: 10:20 «ӨНЕР ҚЫРАНДАРЫ «ОТБАСЫЛЫҚ КОНЦЕРТ» bbox=[1184, 700, 1458, 713]
day-schedule bbox=[467, 1159, 806, 1343]
program-listing: 6:30 «ЖАҢА ҚОНЫС». ТЕЛЕХИКАЯ. bbox=[467, 1619, 650, 1632]
program-listing: 15:55 «ҮЙДЕ ЖАЛҒЫЗ ҚАЛҒАНДА». КӨРКЕМ ФИЛЬМ bbox=[467, 848, 736, 861]
program-listing: 12:15 «ҚЫЗЫҚ ЕКЕН...» bbox=[467, 580, 587, 593]
program-listing: 8:20 СМОТРИМ НА КАНИКУЛАХ. «МОРОЗКО» bbox=[109, 1123, 343, 1136]
program-listing: 14:00 «НОВОСТИ» bbox=[109, 483, 204, 496]
program-listing: 11:15 ТАТЬЯНА АРНТГОЛЬЦ, ЮРИЙ СТОЯНОВ, ИВАН ЖИДКОВ В МНОГОСЕРИЙНОМ ФИЛЬМЕ «ЛАСТОЧКИНО ГНЕЗДО» bbox=[109, 1365, 442, 1390]
program-listing: 21:25 «STRANGER». ДИМАШ ҚҰДАЙБЕРГЕННІҢ ШЫҒАРМАШЫЛЫҚ КЕШІ bbox=[467, 1549, 713, 1574]
day-schedule bbox=[1185, 421, 1524, 630]
program-listing: 10:00 СВЕТЛАНА АНТОНОВА, ПАВЕЛ ТРУБИНЕР, АЛЕКСАНДР ЛЫКОВ, ИГОРЬ ЗОЛОТОВИЦКИЙ В МНОГОСЕРИЙНОМ ФИЛЬМЕ «ПАНСИОНАТ СКАЗКА, ИЛИ ЧУДЕСА ВКЛЮЧЕНЫ» bbox=[109, 446, 442, 484]
program-listing: 10:20 МУЛЬТСЕРИАЛ «КУНГ-ФУ ПАНДА» bbox=[1184, 471, 1393, 484]
